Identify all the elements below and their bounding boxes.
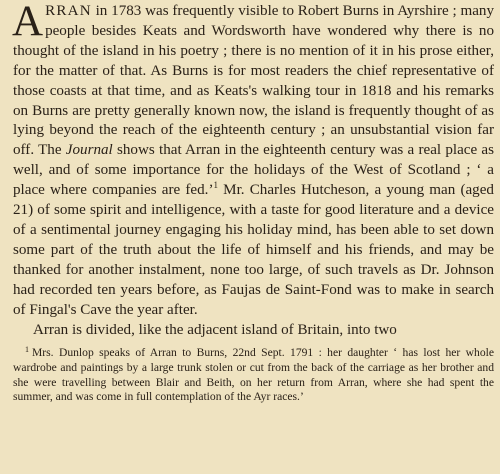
journal-italic: Journal (65, 142, 113, 159)
footnote (13, 346, 494, 404)
footnote-number: 1 (25, 344, 29, 354)
lead-small-caps: RRAN (45, 3, 92, 19)
paragraph-1 (13, 2, 494, 321)
paragraph-2 (13, 321, 494, 341)
footnote-reference: 1 (213, 180, 218, 191)
paragraph-2-text: Arran is divided, like the adjacent island of Britain, into two (33, 321, 397, 338)
paragraph-1-text-c: Mr. Charles Hutcheson, a young man (aged 21) of some spirit and intelligence, with a taste for good literature and a device of a sentimental journey engaging his holiday mind, has been able to set down some part of the truth about the life of himself and his friends, and may be thanked for another instalment, none too large, of such travels as Dr. Johnson had recorded ten years before, as Faujas de Saint-Fond was to make in search of Fingal's Cave the year after. (13, 182, 494, 318)
paragraph-1-text-a: in 1783 was frequently visible to Robert Burns in Ayrshire ; many people besides Keats and Wordsworth have wondered why there is no thought of the island in his poetry ; there is no mention of it in his prose either, for the matter of that. As Burns is for most readers the chief representative of those coasts at that time, and as Keats's walking tour in 1818 and his remarks on Burns are pretty generally known now, the island is frequently thought of as lying beyond the reach of the eighteenth century ; an unsubstantial vision far off. The (13, 3, 494, 159)
drop-cap: A (12, 0, 44, 45)
paragraph-1-text-b: shows that Arran in the eighteenth century was a real place as well, and of some importance for the holidays of the West of Scotland ; ‘ a place where companies are fed.’ (13, 142, 495, 199)
footnote-text: Mrs. Dunlop speaks of Arran to Burns, 22nd Sept. 1791 : her daughter ‘ has lost her whole wardrobe and paintings by a large trunk stolen or cut from the back of the carriage as her brother and she were travelling between Blair and Beith, on her return from Arran, where she had spent the summer, and was come in full contemplation of the Ayr races.’ (13, 346, 494, 404)
main-text (13, 2, 494, 340)
